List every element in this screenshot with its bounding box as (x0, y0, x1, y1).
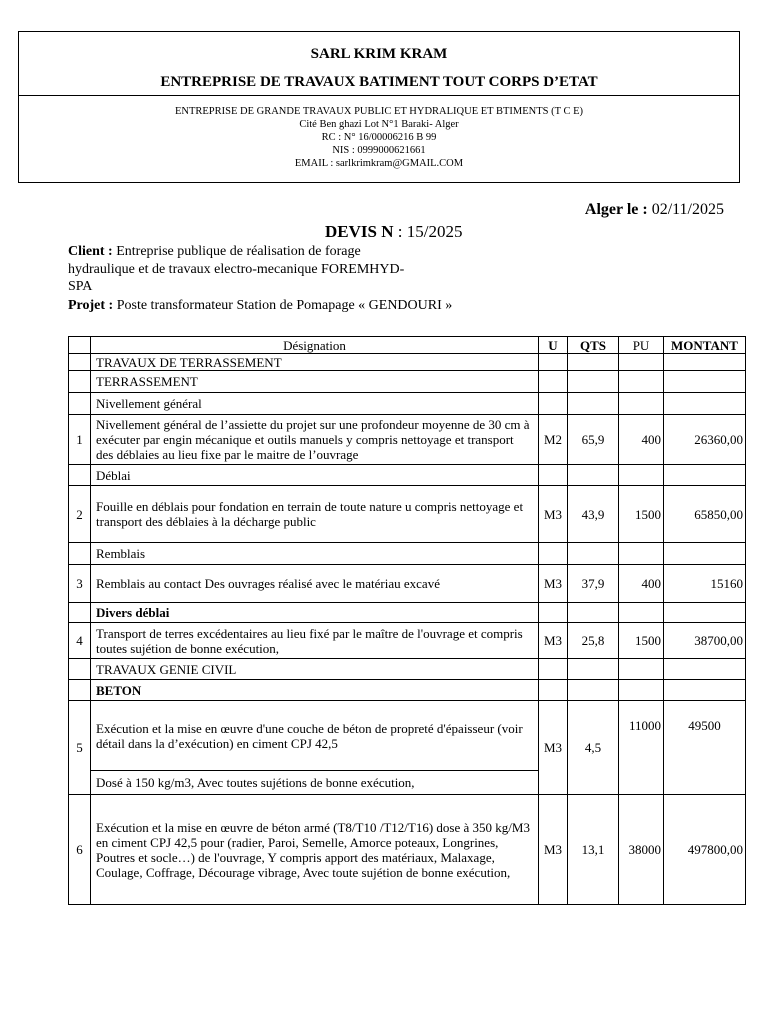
item-qty: 65,9 (568, 415, 619, 465)
company-tagline: ENTREPRISE DE TRAVAUX BATIMENT TOUT CORPS D’ETAT (160, 74, 598, 90)
item-number: 1 (69, 415, 91, 465)
table-row (69, 354, 746, 371)
header-designation: Désignation (91, 337, 539, 354)
item-number: 5 (69, 701, 91, 795)
date-label: Alger le : (584, 201, 648, 218)
section-title: Nivellement général (91, 393, 539, 415)
item-pu: 1500 (619, 486, 664, 543)
table-header-row (69, 337, 746, 354)
header-unit: U (539, 337, 568, 354)
item-unit: M3 (539, 565, 568, 603)
table-row (69, 659, 746, 680)
table-row (69, 465, 746, 486)
item-qty: 43,9 (568, 486, 619, 543)
company-description: ENTREPRISE DE GRANDE TRAVAUX PUBLIC ET HYDRALIQUE ET BTIMENTS (T C E) (174, 106, 584, 117)
item-pu: 400 (619, 565, 664, 603)
item-number: 6 (69, 795, 91, 905)
table-row (69, 393, 746, 415)
table-row (69, 486, 746, 543)
item-qty: 25,8 (568, 623, 619, 659)
item-qty: 13,1 (568, 795, 619, 905)
item-unit: M3 (539, 701, 568, 795)
header-qty: QTS (568, 337, 619, 354)
company-details (19, 105, 739, 170)
company-header (18, 31, 740, 183)
client-line-1: Entreprise publique de réalisation de forage (116, 244, 361, 259)
table-row (69, 603, 746, 623)
table-row (69, 543, 746, 565)
table-row (69, 795, 746, 905)
item-unit: M3 (539, 795, 568, 905)
item-designation: Exécution et la mise en œuvre d'une couche de béton de propreté d'épaisseur (voir détail dans la d’exécution) en ciment CPJ 42,5 (91, 701, 539, 771)
header-divider (19, 95, 739, 96)
project-value: Poste transformateur Station de Pomapage « GENDOURI » (116, 298, 453, 313)
item-designation-continued: Dosé à 150 kg/m3, Avec toutes sujétions de bonne exécution, (91, 771, 539, 795)
item-pu: 38000 (619, 795, 664, 905)
devis-value: : 15/2025 (397, 222, 463, 241)
table-row (69, 701, 746, 771)
header-amount: MONTANT (664, 337, 746, 354)
company-address: Cité Ben ghazi Lot N°1 Baraki- Alger (299, 119, 459, 130)
quote-table (68, 336, 746, 905)
section-title: Remblais (91, 543, 539, 565)
item-amount: 49500 (664, 701, 746, 795)
company-rc: RC : N° 16/00006216 B 99 (321, 132, 437, 143)
item-designation: Transport de terres excédentaires au lieu fixé par le maître de l'ouvrage et compris toutes sujétion de bonne exécution, (91, 623, 539, 659)
company-nis: NIS : 0999000621661 (332, 145, 426, 156)
client-line-2: hydraulique et de travaux electro-mecanique FOREMHYD- (68, 261, 405, 277)
company-email: EMAIL : sarlkrimkram@GMAIL.COM (294, 158, 464, 169)
section-title: Divers déblai (91, 603, 539, 623)
section-title: TRAVAUX DE TERRASSEMENT (91, 354, 539, 371)
item-designation: Exécution et la mise en œuvre de béton armé (T8/T10 /T12/T16) dose à 350 kg/M3 en ciment CPJ 42,5 pour (radier, Paroi, Semelle, Amorce poteaux, Longrines, Poutres et socle…) de l'ouvrage, Y compris apport des matériaux, Malaxage, Coulage, Coffrage, Décourage vibrage, Avec toute sujétion de bonne exécution, (91, 795, 539, 905)
client-label: Client : (68, 244, 113, 259)
section-title: TERRASSEMENT (91, 371, 539, 393)
item-unit: M2 (539, 415, 568, 465)
item-designation: Fouille en déblais pour fondation en terrain de toute nature u compris nettoyage et transport des déblaies à la décharge public (91, 486, 539, 543)
header-pu: PU (619, 337, 664, 354)
item-pu: 11000 (619, 701, 664, 795)
item-amount: 38700,00 (664, 623, 746, 659)
section-title: TRAVAUX GENIE CIVIL (91, 659, 539, 680)
devis-label: DEVIS N (325, 222, 394, 241)
item-pu: 400 (619, 415, 664, 465)
item-designation: Remblais au contact Des ouvrages réalisé avec le matériau excavé (91, 565, 539, 603)
client-line-3: SPA (68, 279, 93, 294)
table-row (69, 415, 746, 465)
project-label: Projet : (68, 298, 114, 313)
table-row (69, 623, 746, 659)
item-amount: 65850,00 (664, 486, 746, 543)
item-unit: M3 (539, 623, 568, 659)
project-block (68, 298, 452, 314)
item-qty: 37,9 (568, 565, 619, 603)
table-row (69, 565, 746, 603)
item-qty: 4,5 (568, 701, 619, 795)
section-title: Déblai (91, 465, 539, 486)
table-row (69, 680, 746, 701)
company-name: SARL KRIM KRAM (310, 46, 448, 62)
header-number (69, 337, 91, 354)
document-date (585, 201, 724, 219)
item-amount: 26360,00 (664, 415, 746, 465)
item-amount: 497800,00 (664, 795, 746, 905)
item-amount: 15160 (664, 565, 746, 603)
devis-number (325, 222, 462, 242)
item-number: 2 (69, 486, 91, 543)
item-number: 4 (69, 623, 91, 659)
item-number: 3 (69, 565, 91, 603)
item-designation: Nivellement général de l’assiette du projet sur une profondeur moyenne de 30 cm à exécuter par engin mécanique et outils manuels y compris nettoyage et transport des déblaies au lieu fixe par le maitre de l’ouvrage (91, 415, 539, 465)
date-value: 02/11/2025 (651, 201, 724, 218)
item-pu: 1500 (619, 623, 664, 659)
table-row (69, 371, 746, 393)
section-title: BETON (91, 680, 539, 701)
client-block (68, 243, 468, 296)
item-unit: M3 (539, 486, 568, 543)
